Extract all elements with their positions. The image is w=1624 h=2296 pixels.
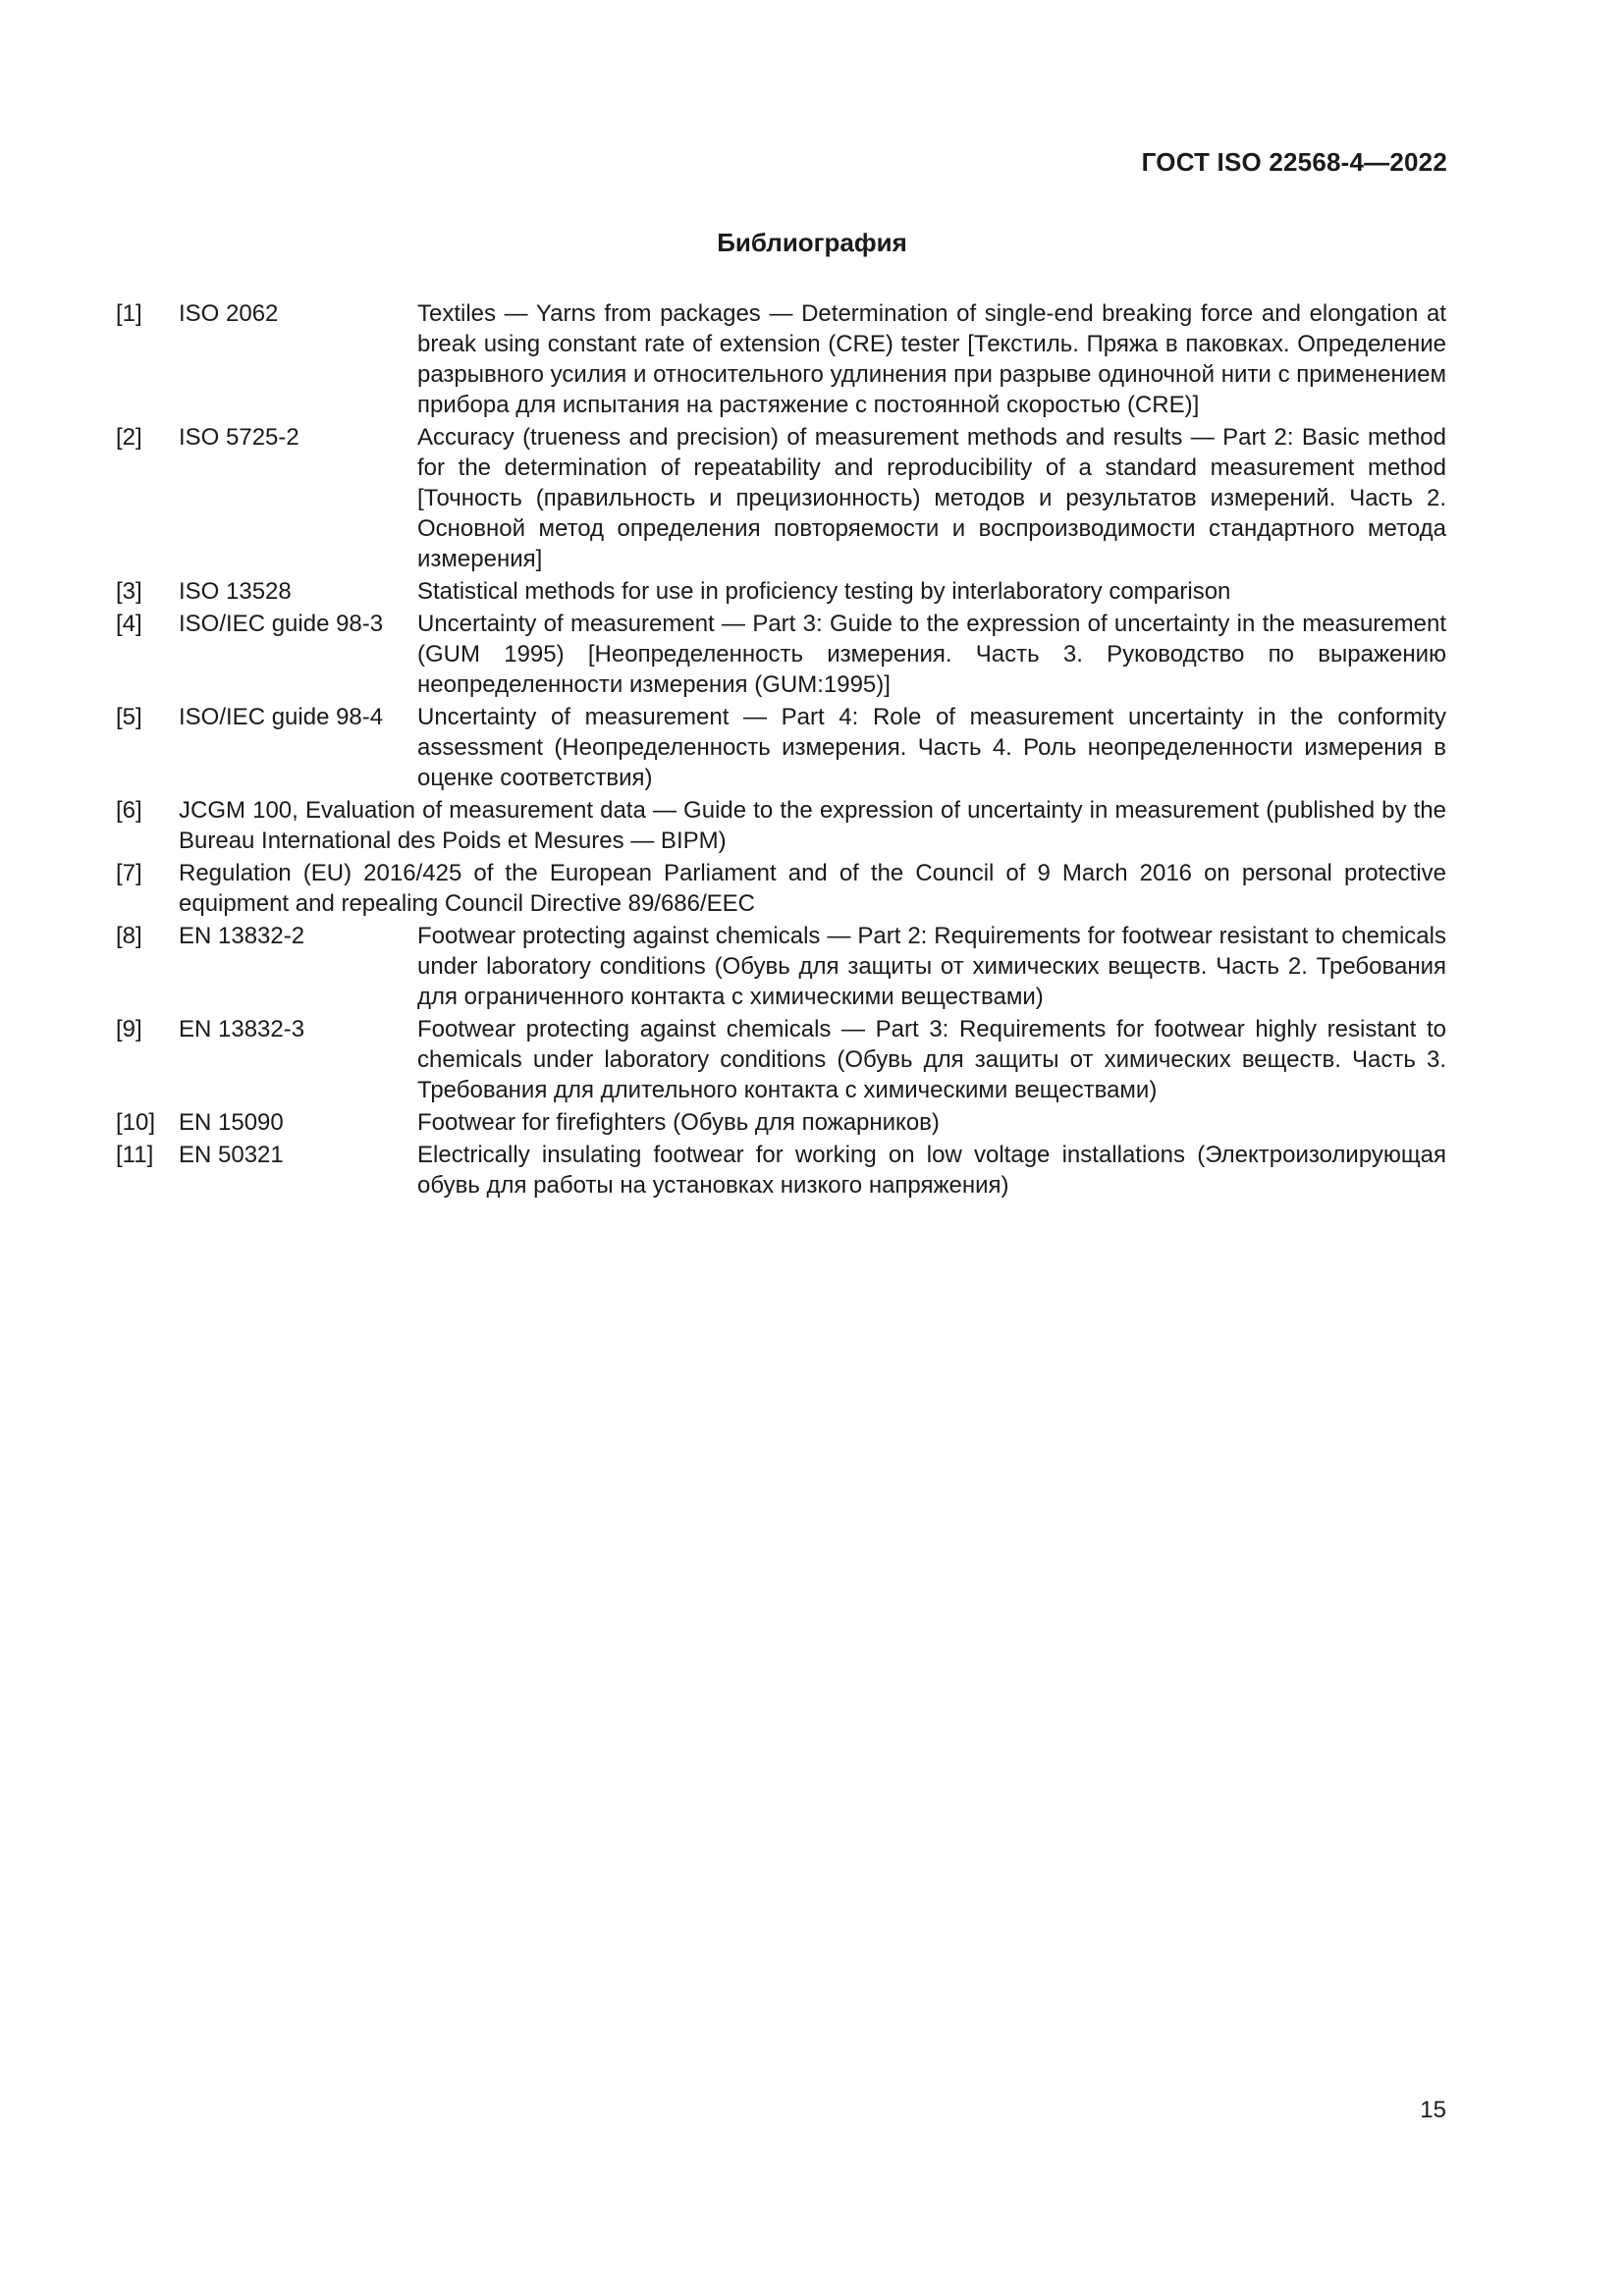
bibliography-title: Библиография [717, 228, 907, 257]
entry-number: [2] [116, 424, 142, 451]
bib-entry-3 [116, 576, 1446, 607]
entry-code: ISO/IEC guide 98-3 [179, 611, 384, 637]
entry-number: [9] [116, 1016, 142, 1042]
bib-entry-7 [116, 858, 1446, 919]
bib-entry-6 [116, 795, 1446, 856]
entry-number: [10] [116, 1109, 156, 1136]
bib-entry-4 [116, 609, 1446, 700]
entry-number: [7] [116, 860, 142, 886]
entry-number: [11] [116, 1142, 154, 1168]
entry-text: Uncertainty of measurement — Part 4: Role of measurement uncertainty in the conformity assessment (Неопределенность измерения. Часть 4. Роль неопределенности измерения в оценке соответствия) [417, 704, 1446, 791]
entry-text: JCGM 100, Evaluation of measurement data — Guide to the expression of uncertainty in measurement (published by the Bureau International des Poids et Mesures — BIPM) [179, 797, 1446, 854]
entry-text: Footwear for firefighters (Обувь для пожарников) [417, 1109, 940, 1136]
entry-text: Accuracy (trueness and precision) of measurement methods and results — Part 2: Basic method for the determination of repeatability and reproducibility of a standard measurement method [Точность (правильность и прецизионность) методов и результатов измерений. Часть 2. Основной метод определения повторяемости и воспроизводимости стандартного метода измерения] [417, 424, 1446, 572]
bib-entry-11 [116, 1140, 1446, 1201]
entry-number: [4] [116, 611, 142, 637]
entry-code: EN 50321 [179, 1142, 284, 1168]
document-code-header: ГОСТ ISO 22568-4—2022 [1141, 147, 1447, 177]
entry-number: [5] [116, 704, 142, 730]
bibliography-list [116, 298, 1446, 1202]
entry-code: ISO 13528 [179, 578, 292, 605]
entry-text: Electrically insulating footwear for working on low voltage installations (Электроизолирующая обувь для работы на установках низкого напряжения) [417, 1142, 1446, 1199]
entry-text: Footwear protecting against chemicals — Part 3: Requirements for footwear highly resistant to chemicals under laboratory conditions (Обувь для защиты от химических веществ. Часть 3. Требования для длительного контакта с химическими веществами) [417, 1016, 1446, 1103]
entry-number: [8] [116, 923, 142, 949]
bib-entry-10 [116, 1107, 1446, 1138]
entry-text: Statistical methods for use in proficiency testing by interlaboratory comparison [417, 578, 1231, 605]
entry-code: EN 15090 [179, 1109, 284, 1136]
bib-entry-9 [116, 1014, 1446, 1105]
page-number: 15 [1420, 2097, 1446, 2123]
entry-number: [1] [116, 300, 142, 327]
entry-code: ISO 5725-2 [179, 424, 299, 451]
bib-entry-2 [116, 422, 1446, 574]
entry-code: EN 13832-2 [179, 923, 305, 949]
entry-code: ISO/IEC guide 98-4 [179, 704, 384, 730]
entry-text: Uncertainty of measurement — Part 3: Guide to the expression of uncertainty in the measurement (GUM 1995) [Неопределенность измерения. Часть 3. Руководство по выражению неопределенности измерения (GUM:1995)] [417, 611, 1446, 698]
entry-text: Footwear protecting against chemicals — Part 2: Requirements for footwear resistant to chemicals under laboratory conditions (Обувь для защиты от химических веществ. Часть 2. Требования для ограниченного контакта с химическими веществами) [417, 923, 1446, 1010]
bib-entry-8 [116, 921, 1446, 1012]
bib-entry-5 [116, 702, 1446, 793]
entry-text: Regulation (EU) 2016/425 of the European Parliament and of the Council of 9 March 2016 on personal protective equipment and repealing Council Directive 89/686/EEC [179, 860, 1446, 917]
entry-code: EN 13832-3 [179, 1016, 305, 1042]
entry-code: ISO 2062 [179, 300, 279, 327]
entry-text: Textiles — Yarns from packages — Determination of single-end breaking force and elongation at break using constant rate of extension (CRE) tester [Текстиль. Пряжа в паковках. Определение разрывного усилия и относительного удлинения при разрыве одиночной нити с применением прибора для испытания на растяжение с постоянной скоростью (CRE)] [417, 300, 1446, 418]
entry-number: [3] [116, 578, 142, 605]
bib-entry-1 [116, 298, 1446, 420]
entry-number: [6] [116, 797, 142, 824]
